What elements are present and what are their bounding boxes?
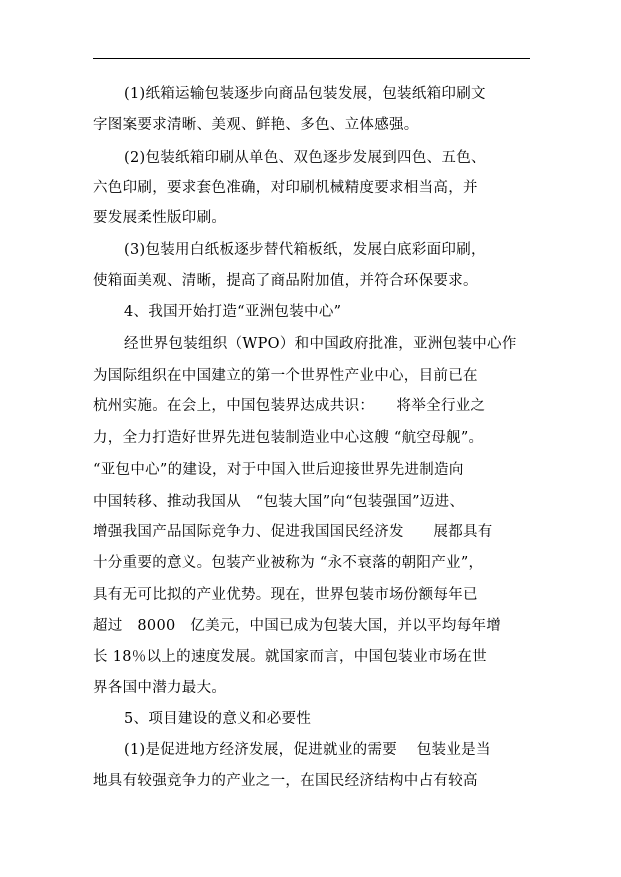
text-line: 经世界包装组织（WPO）和中国政府批准，亚洲包装中心作 xyxy=(124,336,517,352)
text-line: 要发展柔性版印刷。 xyxy=(93,210,227,226)
text-line: 使箱面美观、清晰，提高了商品附加值，并符合环保要求。 xyxy=(93,273,478,289)
text-line: 增强我国产品国际竞争力、促进我国国民经济发 展都具有 xyxy=(93,524,493,540)
text-line: 六色印刷，要求套色准确，对印刷机械精度要求相当高，并 xyxy=(93,180,478,196)
header-rule xyxy=(93,58,530,59)
text-line: 中国转移、推动我国从 “包装大国”向“包装强国”迈进、 xyxy=(93,494,465,510)
text-line: 为国际组织在中国建立的第一个世界性产业中心，目前已在 xyxy=(93,368,478,384)
text-line: “亚包中心”的建设，对于中国入世后迎接世界先进制造向 xyxy=(93,462,464,478)
text-line: (3)包装用白纸板逐步替代箱板纸，发展白底彩面印刷， xyxy=(124,242,486,258)
text-line: (1)纸箱运输包装逐步向商品包装发展，包装纸箱印刷文 xyxy=(124,86,486,102)
section-heading: 4、我国开始打造“亚洲包装中心” xyxy=(124,304,342,320)
text-line: (2)包装纸箱印刷从单色、双色逐步发展到四色、五色、 xyxy=(124,150,486,166)
section-heading: 5、项目建设的意义和必要性 xyxy=(124,711,312,727)
text-line: (1)是促进地方经济发展，促进就业的需要 包装业是当 xyxy=(124,742,491,758)
text-line: 超过 8000 亿美元，中国已成为包装大国，并以平均每年增 xyxy=(93,618,502,634)
text-line: 地具有较强竞争力的产业之一，在国民经济结构中占有较高 xyxy=(93,773,478,789)
text-line: 杭州实施。在会上，中国包装界达成共识： 将举全行业之 xyxy=(93,398,486,414)
text-line: 长 18％以上的速度发展。就国家而言，中国包装业市场在世 xyxy=(93,649,487,665)
text-line: 字图案要求清晰、美观、鲜艳、多色、立体感强。 xyxy=(93,117,419,133)
text-line: 界各国中潜力最大。 xyxy=(93,680,227,696)
text-line: 十分重要的意义。包装产业被称为 “永不衰落的朝阳产业”， xyxy=(93,555,484,571)
text-line: 具有无可比拟的产业优势。现在，世界包装市场份额每年已 xyxy=(93,587,478,603)
text-line: 力，全力打造好世界先进包装制造业中心这艘 “航空母舰”。 xyxy=(93,430,484,446)
